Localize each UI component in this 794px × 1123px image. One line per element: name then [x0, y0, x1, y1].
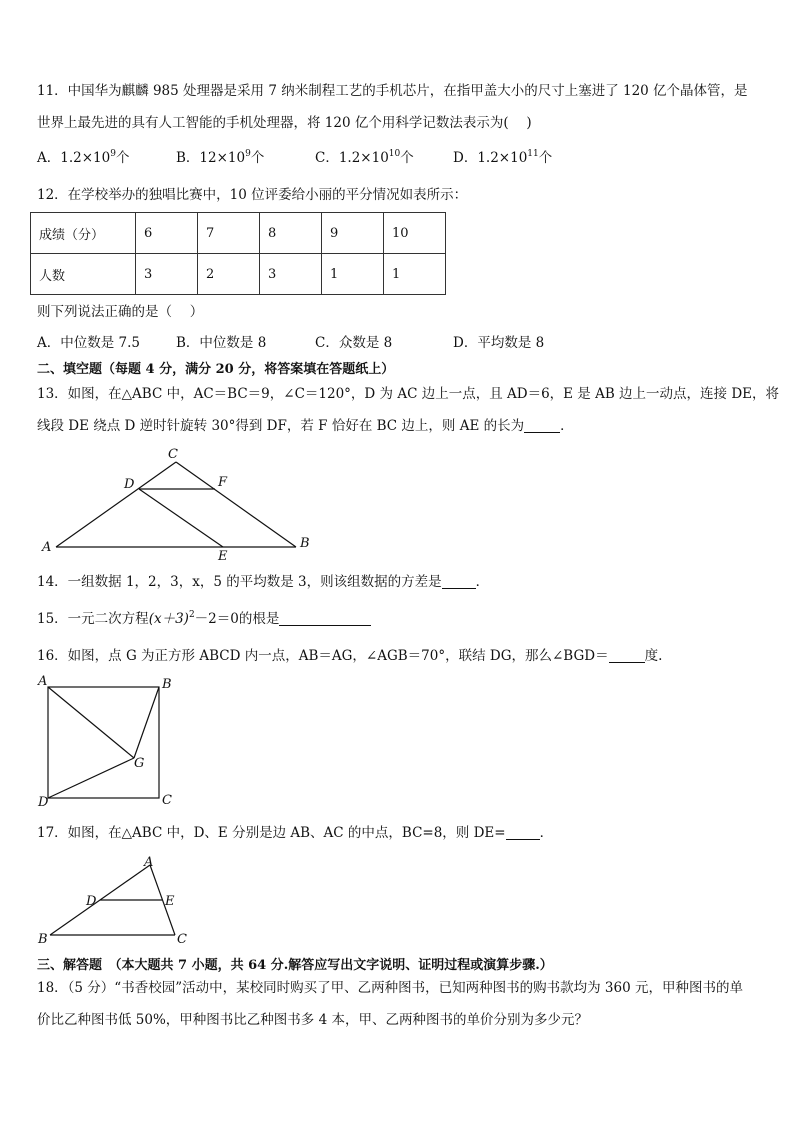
point-label: B [38, 932, 48, 947]
point-label: C [162, 793, 172, 808]
section-answer-heading: 三、解答题 （本大题共 7 小题，共 64 分.解答应写出文字说明、证明过程或演算步骤.） [37, 958, 553, 973]
point-label: B [162, 677, 172, 692]
table-cell: 7 [198, 213, 260, 254]
point-label: C [168, 447, 178, 462]
table-row [31, 254, 446, 295]
point-label: A [42, 540, 52, 555]
answer-blank [506, 825, 540, 840]
q11-option-b: B．$12\times 10^9$个 [176, 149, 265, 166]
score-table [30, 212, 446, 295]
table-cell: 3 [136, 254, 198, 295]
q11-option-a: A．$1.2\times 10^9$个 [37, 149, 130, 166]
q16-text: 16．如图，点 G 为正方形 ABCD 内一点，AB＝AG，∠AGB＝70°，联结 DG，那么∠BGD＝ 度. [37, 648, 663, 664]
table-cell: 8 [260, 213, 322, 254]
point-label: B [300, 536, 310, 551]
table-cell: 10 [384, 213, 446, 254]
point-label: A [144, 855, 154, 870]
table-cell: 2 [198, 254, 260, 295]
q12-option-c: C．众数是 8 [315, 335, 393, 351]
q13-line1: 13．如图，在△ABC 中，AC＝BC＝9，∠C＝120°，D 为 AC 边上一点，且 AD＝6，E 是 AB 边上一动点，连接 DE，将 [37, 386, 780, 402]
table-cell: 人数 [31, 254, 136, 295]
q12-stem: 12．在学校举办的独唱比赛中，10 位评委给小丽的平分情况如表所示： [37, 187, 468, 203]
point-label: E [218, 549, 228, 564]
table-cell: 1 [322, 254, 384, 295]
answer-blank [524, 418, 560, 433]
q13-line2: 线段 DE 绕点 D 逆时针旋转 30°得到 DF，若 F 恰好在 BC 边上，则 AE 的长为 ． [37, 418, 574, 434]
table-cell: 9 [322, 213, 384, 254]
q18-line2: 价比乙种图书低 50%，甲种图书比乙种图书多 4 本，甲、乙两种图书的单价分别为多少元？ [37, 1012, 588, 1028]
point-label: D [86, 894, 97, 909]
q11-line1: 11．中国华为麒麟 985 处理器是采用 7 纳米制程工艺的手机芯片，在指甲盖大小的尺寸上塞进了 120 亿个晶体管，是 [37, 83, 748, 99]
q12-option-b: B．中位数是 8 [176, 335, 267, 351]
q12-option-d: D．平均数是 8 [453, 335, 545, 351]
q11-line2: 世界上最先进的具有人工智能的手机处理器，将 120 亿个用科学记数法表示为( ) [37, 115, 532, 131]
point-label: D [38, 795, 49, 810]
q17-text: 17．如图，在△ABC 中，D、E 分别是边 AB、AC 的中点，BC=8，则 DE= ． [37, 825, 554, 841]
point-label: F [218, 475, 228, 490]
table-cell: 3 [260, 254, 322, 295]
point-label: D [124, 477, 135, 492]
table-cell: 1 [384, 254, 446, 295]
table-cell: 成绩（分） [31, 213, 136, 254]
point-label: G [134, 756, 145, 771]
answer-blank [609, 648, 645, 663]
q14-text: 14．一组数据 1，2，3，x，5 的平均数是 3，则该组数据的方差是 ． [37, 574, 490, 590]
answer-blank [442, 574, 476, 589]
answer-blank [279, 611, 371, 626]
q11-option-d: D．$1.2\times 10^{11}$个 [453, 149, 553, 166]
q18-line1: 18．（5 分）“书香校园”活动中，某校同时购买了甲、乙两种图书，已知两种图书的购书款均为 360 元，甲种图书的单 [37, 980, 743, 996]
q12-option-a: A．中位数是 7.5 [37, 335, 141, 351]
point-label: E [165, 894, 175, 909]
point-label: C [177, 932, 187, 947]
table-row [31, 213, 446, 254]
point-label: A [38, 674, 48, 689]
q15-text: 15．一元二次方程$(x+3)^2-2=0$的根是 [37, 609, 371, 629]
q11-option-c: C．$1.2\times 10^{10}$个 [315, 149, 414, 166]
table-cell: 6 [136, 213, 198, 254]
q12-question: 则下列说法正确的是（ ） [37, 304, 204, 320]
section-fill-blank-heading: 二、填空题（每题 4 分，满分 20 分，将答案填在答题纸上） [37, 362, 395, 377]
